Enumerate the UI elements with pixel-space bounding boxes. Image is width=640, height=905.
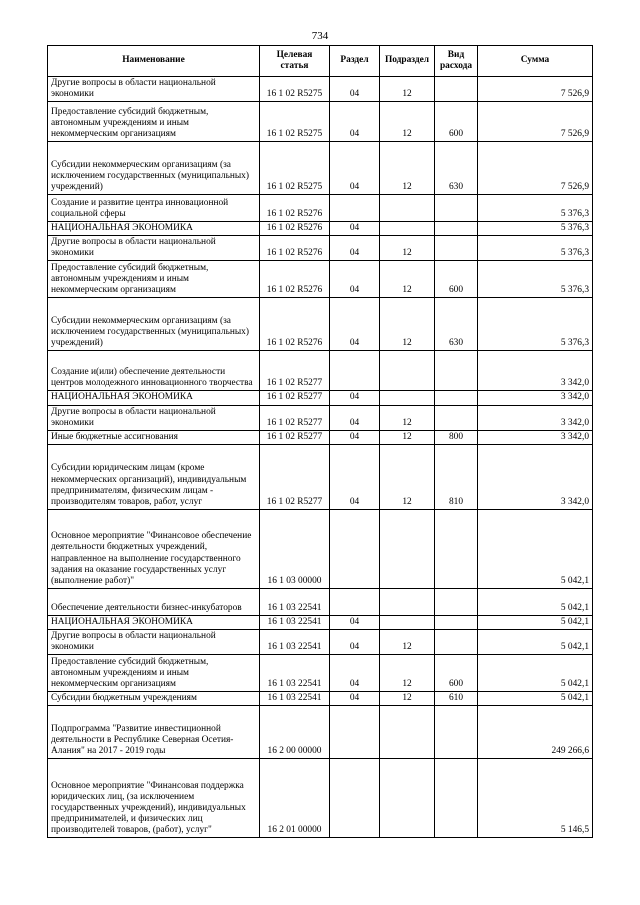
row-target-code: 16 1 02 R5277	[260, 430, 330, 444]
row-subsection: 12	[380, 261, 435, 298]
row-section	[330, 509, 380, 588]
table-row	[48, 102, 593, 142]
row-name: НАЦИОНАЛЬНАЯ ЭКОНОМИКА	[48, 615, 260, 629]
row-expense-type	[435, 588, 478, 615]
row-subsection	[380, 759, 435, 838]
table-row	[48, 298, 593, 351]
row-target-code: 16 2 01 00000	[260, 759, 330, 838]
row-subsection: 12	[380, 142, 435, 195]
row-sum: 5 376,3	[478, 195, 593, 222]
row-subsection: 12	[380, 102, 435, 142]
table-row	[48, 430, 593, 444]
table-row	[48, 77, 593, 102]
table-row	[48, 759, 593, 838]
row-target-code: 16 1 02 R5276	[260, 236, 330, 261]
row-subsection	[380, 222, 435, 236]
row-section	[330, 706, 380, 759]
row-section	[330, 759, 380, 838]
row-sum: 3 342,0	[478, 405, 593, 430]
row-subsection	[380, 706, 435, 759]
row-subsection: 12	[380, 692, 435, 706]
row-subsection: 12	[380, 236, 435, 261]
row-sum: 5 376,3	[478, 236, 593, 261]
row-subsection: 12	[380, 430, 435, 444]
row-subsection: 12	[380, 77, 435, 102]
row-name: Создание и развитие центра инновационной социальной сферы	[48, 195, 260, 222]
table-row	[48, 391, 593, 405]
row-target-code: 16 1 02 R5277	[260, 444, 330, 509]
row-sum: 7 526,9	[478, 102, 593, 142]
table-row	[48, 236, 593, 261]
row-sum: 5 042,1	[478, 692, 593, 706]
row-section: 04	[330, 430, 380, 444]
row-name: Другие вопросы в области национальной экономики	[48, 236, 260, 261]
table-row	[48, 615, 593, 629]
row-expense-type	[435, 222, 478, 236]
row-subsection	[380, 588, 435, 615]
row-name: Другие вопросы в области национальной экономики	[48, 405, 260, 430]
table-row	[48, 655, 593, 692]
row-expense-type	[435, 509, 478, 588]
row-section: 04	[330, 236, 380, 261]
row-section: 04	[330, 405, 380, 430]
row-expense-type	[435, 706, 478, 759]
row-section: 04	[330, 298, 380, 351]
row-sum: 3 342,0	[478, 430, 593, 444]
row-target-code: 16 1 02 R5277	[260, 351, 330, 391]
column-header-section: Раздел	[330, 46, 380, 77]
row-section: 04	[330, 142, 380, 195]
row-target-code: 16 1 02 R5275	[260, 77, 330, 102]
table-row	[48, 588, 593, 615]
row-name: Основное мероприятие "Финансовое обеспечение деятельности бюджетных учреждений, направленное на выполнение государственного задания на оказание государственных услуг (выполнение работ)"	[48, 509, 260, 588]
row-target-code: 16 1 02 R5277	[260, 391, 330, 405]
budget-table	[47, 45, 593, 838]
row-name: Другие вопросы в области национальной экономики	[48, 629, 260, 654]
row-expense-type	[435, 629, 478, 654]
column-header-sum: Сумма	[478, 46, 593, 77]
table-row	[48, 351, 593, 391]
row-section	[330, 351, 380, 391]
row-expense-type	[435, 195, 478, 222]
table-row	[48, 444, 593, 509]
row-expense-type	[435, 236, 478, 261]
row-sum: 3 342,0	[478, 444, 593, 509]
row-expense-type: 810	[435, 444, 478, 509]
row-section	[330, 195, 380, 222]
column-header-code: Целевая статья	[260, 46, 330, 77]
row-subsection: 12	[380, 298, 435, 351]
row-subsection: 12	[380, 629, 435, 654]
row-expense-type	[435, 77, 478, 102]
row-sum: 5 376,3	[478, 222, 593, 236]
row-target-code: 16 1 02 R5276	[260, 222, 330, 236]
row-target-code: 16 1 03 00000	[260, 509, 330, 588]
row-subsection	[380, 351, 435, 391]
row-section: 04	[330, 692, 380, 706]
row-name: Иные бюджетные ассигнования	[48, 430, 260, 444]
row-name: Субсидии некоммерческим организациям (за исключением государственных (муниципальных) учреждений)	[48, 298, 260, 351]
row-name: Обеспечение деятельности бизнес-инкубаторов	[48, 588, 260, 615]
table-row	[48, 222, 593, 236]
row-subsection: 12	[380, 444, 435, 509]
row-target-code: 16 1 02 R5275	[260, 142, 330, 195]
row-section: 04	[330, 77, 380, 102]
row-section: 04	[330, 261, 380, 298]
row-subsection: 12	[380, 405, 435, 430]
row-subsection	[380, 615, 435, 629]
row-sum: 5 146,5	[478, 759, 593, 838]
row-sum: 5 042,1	[478, 655, 593, 692]
row-name: Подпрограмма "Развитие инвестиционной деятельности в Республике Северная Осетия-Алания" на 2017 - 2019 годы	[48, 706, 260, 759]
row-sum: 5 376,3	[478, 298, 593, 351]
page-number: 734	[311, 30, 329, 42]
row-sum: 3 342,0	[478, 391, 593, 405]
table-row	[48, 195, 593, 222]
table-row	[48, 261, 593, 298]
row-target-code: 16 1 03 22541	[260, 629, 330, 654]
row-section: 04	[330, 629, 380, 654]
row-target-code: 16 1 02 R5276	[260, 261, 330, 298]
row-sum: 5 376,3	[478, 261, 593, 298]
row-expense-type: 630	[435, 298, 478, 351]
table-row	[48, 509, 593, 588]
row-section	[330, 588, 380, 615]
row-name: Субсидии бюджетным учреждениям	[48, 692, 260, 706]
row-subsection	[380, 195, 435, 222]
table-row	[48, 405, 593, 430]
row-expense-type	[435, 405, 478, 430]
row-name: НАЦИОНАЛЬНАЯ ЭКОНОМИКА	[48, 222, 260, 236]
row-name: Предоставление субсидий бюджетным, автономным учреждениям и иным некоммерческим организациям	[48, 102, 260, 142]
row-name: Субсидии некоммерческим организациям (за исключением государственных (муниципальных) учреждений)	[48, 142, 260, 195]
row-sum: 5 042,1	[478, 615, 593, 629]
row-subsection	[380, 391, 435, 405]
row-expense-type: 600	[435, 655, 478, 692]
row-target-code: 16 1 02 R5276	[260, 298, 330, 351]
row-name: Предоставление субсидий бюджетным, автономным учреждениям и иным некоммерческим организациям	[48, 261, 260, 298]
row-sum: 7 526,9	[478, 142, 593, 195]
row-expense-type	[435, 391, 478, 405]
row-expense-type: 630	[435, 142, 478, 195]
table-row	[48, 706, 593, 759]
row-section: 04	[330, 222, 380, 236]
row-target-code: 16 1 02 R5275	[260, 102, 330, 142]
row-name: НАЦИОНАЛЬНАЯ ЭКОНОМИКА	[48, 391, 260, 405]
row-expense-type	[435, 351, 478, 391]
row-sum: 3 342,0	[478, 351, 593, 391]
table-row	[48, 692, 593, 706]
row-section: 04	[330, 615, 380, 629]
table-row	[48, 142, 593, 195]
row-target-code: 16 1 02 R5277	[260, 405, 330, 430]
row-sum: 5 042,1	[478, 588, 593, 615]
row-name: Создание и(или) обеспечение деятельности центров молодежного инновационного творчества	[48, 351, 260, 391]
row-target-code: 16 1 02 R5276	[260, 195, 330, 222]
row-target-code: 16 1 03 22541	[260, 615, 330, 629]
table-header-row	[48, 46, 593, 77]
row-name: Субсидии юридическим лицам (кроме некоммерческих организаций), индивидуальным предпринимателям, физическим лицам - производителям товаров, работ, услуг	[48, 444, 260, 509]
row-target-code: 16 1 03 22541	[260, 692, 330, 706]
column-header-expense-type: Вид расхода	[435, 46, 478, 77]
row-subsection	[380, 509, 435, 588]
row-target-code: 16 1 03 22541	[260, 655, 330, 692]
column-header-name: Наименование	[48, 46, 260, 77]
table-row	[48, 629, 593, 654]
row-name: Другие вопросы в области национальной экономики	[48, 77, 260, 102]
row-subsection: 12	[380, 655, 435, 692]
row-expense-type: 800	[435, 430, 478, 444]
row-sum: 7 526,9	[478, 77, 593, 102]
row-expense-type	[435, 759, 478, 838]
row-expense-type: 600	[435, 102, 478, 142]
row-section: 04	[330, 444, 380, 509]
row-target-code: 16 1 03 22541	[260, 588, 330, 615]
row-sum: 5 042,1	[478, 629, 593, 654]
row-sum: 5 042,1	[478, 509, 593, 588]
row-sum: 249 266,6	[478, 706, 593, 759]
column-header-subsection: Подраздел	[380, 46, 435, 77]
row-expense-type: 610	[435, 692, 478, 706]
row-name: Предоставление субсидий бюджетным, автономным учреждениям и иным некоммерческим организациям	[48, 655, 260, 692]
row-section: 04	[330, 102, 380, 142]
row-section: 04	[330, 391, 380, 405]
row-name: Основное мероприятие "Финансовая поддержка юридических лиц, (за исключением государственных учреждений), индивидуальных предпринимателей, и физических лиц производителей товаров, (работ), услуг"	[48, 759, 260, 838]
row-section: 04	[330, 655, 380, 692]
row-expense-type	[435, 615, 478, 629]
row-target-code: 16 2 00 00000	[260, 706, 330, 759]
row-expense-type: 600	[435, 261, 478, 298]
